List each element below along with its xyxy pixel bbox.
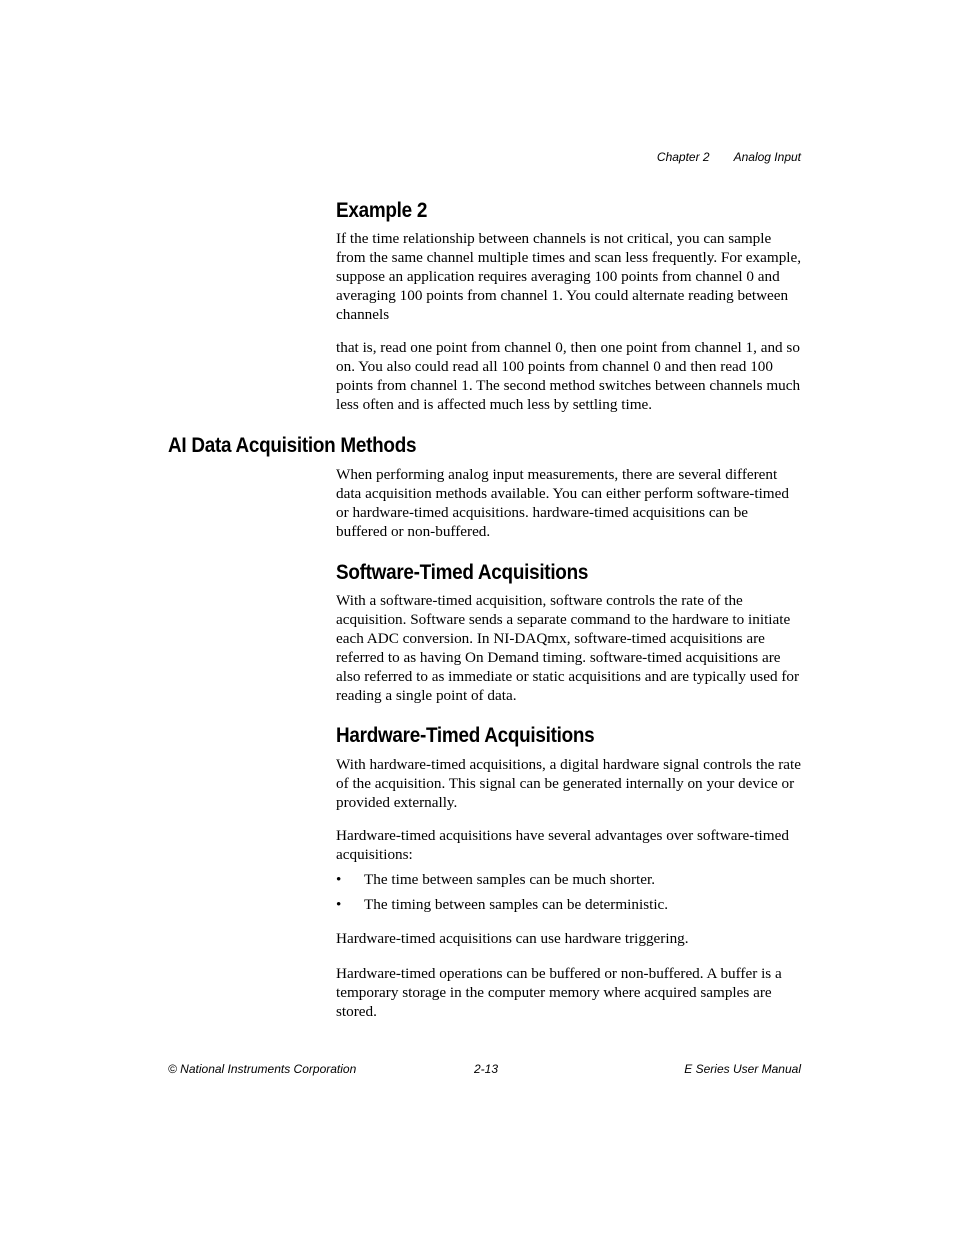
footer-page-number: 2-13 (474, 1062, 499, 1076)
bullet-marker: • (336, 871, 342, 888)
footer-manual-title: E Series User Manual (684, 1062, 801, 1076)
hardware-timed-heading: Hardware-Timed Acquisitions (336, 724, 595, 747)
hardware-timed-paragraph-4: Hardware-timed operations can be buffered or non-buffered. A buffer is a temporary storage in the computer memory where acquired samples are stored. (336, 965, 782, 1020)
list-item (336, 896, 802, 915)
software-timed-heading: Software-Timed Acquisitions (336, 561, 589, 584)
footer-copyright: © National Instruments Corporation (168, 1062, 357, 1076)
hardware-timed-paragraph-2: Hardware-timed acquisitions have several advantages over software-timed acquisitions: (336, 827, 789, 863)
example-2-heading: Example 2 (336, 199, 428, 222)
header-chapter: Chapter 2 (656, 150, 710, 164)
example-2-paragraph-2: that is, read one point from channel 0, then one point from channel 1, and so on. You also could read all 100 points from channel 0 and then read 100 points from channel 1. The second method switches between channels much less often and is affected much less by settling time. (336, 339, 801, 413)
hardware-timed-paragraph-3: Hardware-timed acquisitions can use hardware triggering. (336, 930, 689, 947)
page-footer (168, 1062, 801, 1078)
bullet-marker: • (336, 895, 342, 913)
running-header (657, 150, 801, 164)
list-item (336, 871, 802, 890)
hardware-timed-paragraph-1: With hardware-timed acquisitions, a digital hardware signal controls the rate of the acquisition. This signal can be generated internally on your device or provided externally. (336, 756, 801, 811)
list-item-text: The timing between samples can be deterministic. (364, 895, 669, 913)
example-2-paragraph-1: If the time relationship between channels is not critical, you can sample from the same channel multiple times and scan less frequently. For example, suppose an application requires averaging 100 points from channel 0 and averaging 100 points from channel 1. You could alternate reading between channels (336, 230, 802, 323)
advantages-list (336, 871, 802, 921)
methods-heading: AI Data Acquisition Methods (168, 434, 417, 457)
list-item-text: The time between samples can be much shorter. (364, 871, 655, 888)
methods-paragraph: When performing analog input measurements, there are several different data acquisition methods available. You can either perform software-timed or hardware-timed acquisitions. hardware-timed acquisitions can be buffered or non-buffered. (336, 466, 789, 540)
software-timed-paragraph: With a software-timed acquisition, software controls the rate of the acquisition. Software sends a separate command to the hardware to initiate each ADC conversion. In NI-DAQmx, software-timed acquisitions are referred to as having On Demand timing. software-timed acquisitions are also referred to as immediate or static acquisitions and are typically used for reading a single point of data. (336, 592, 800, 704)
header-section: Analog Input (733, 150, 801, 164)
